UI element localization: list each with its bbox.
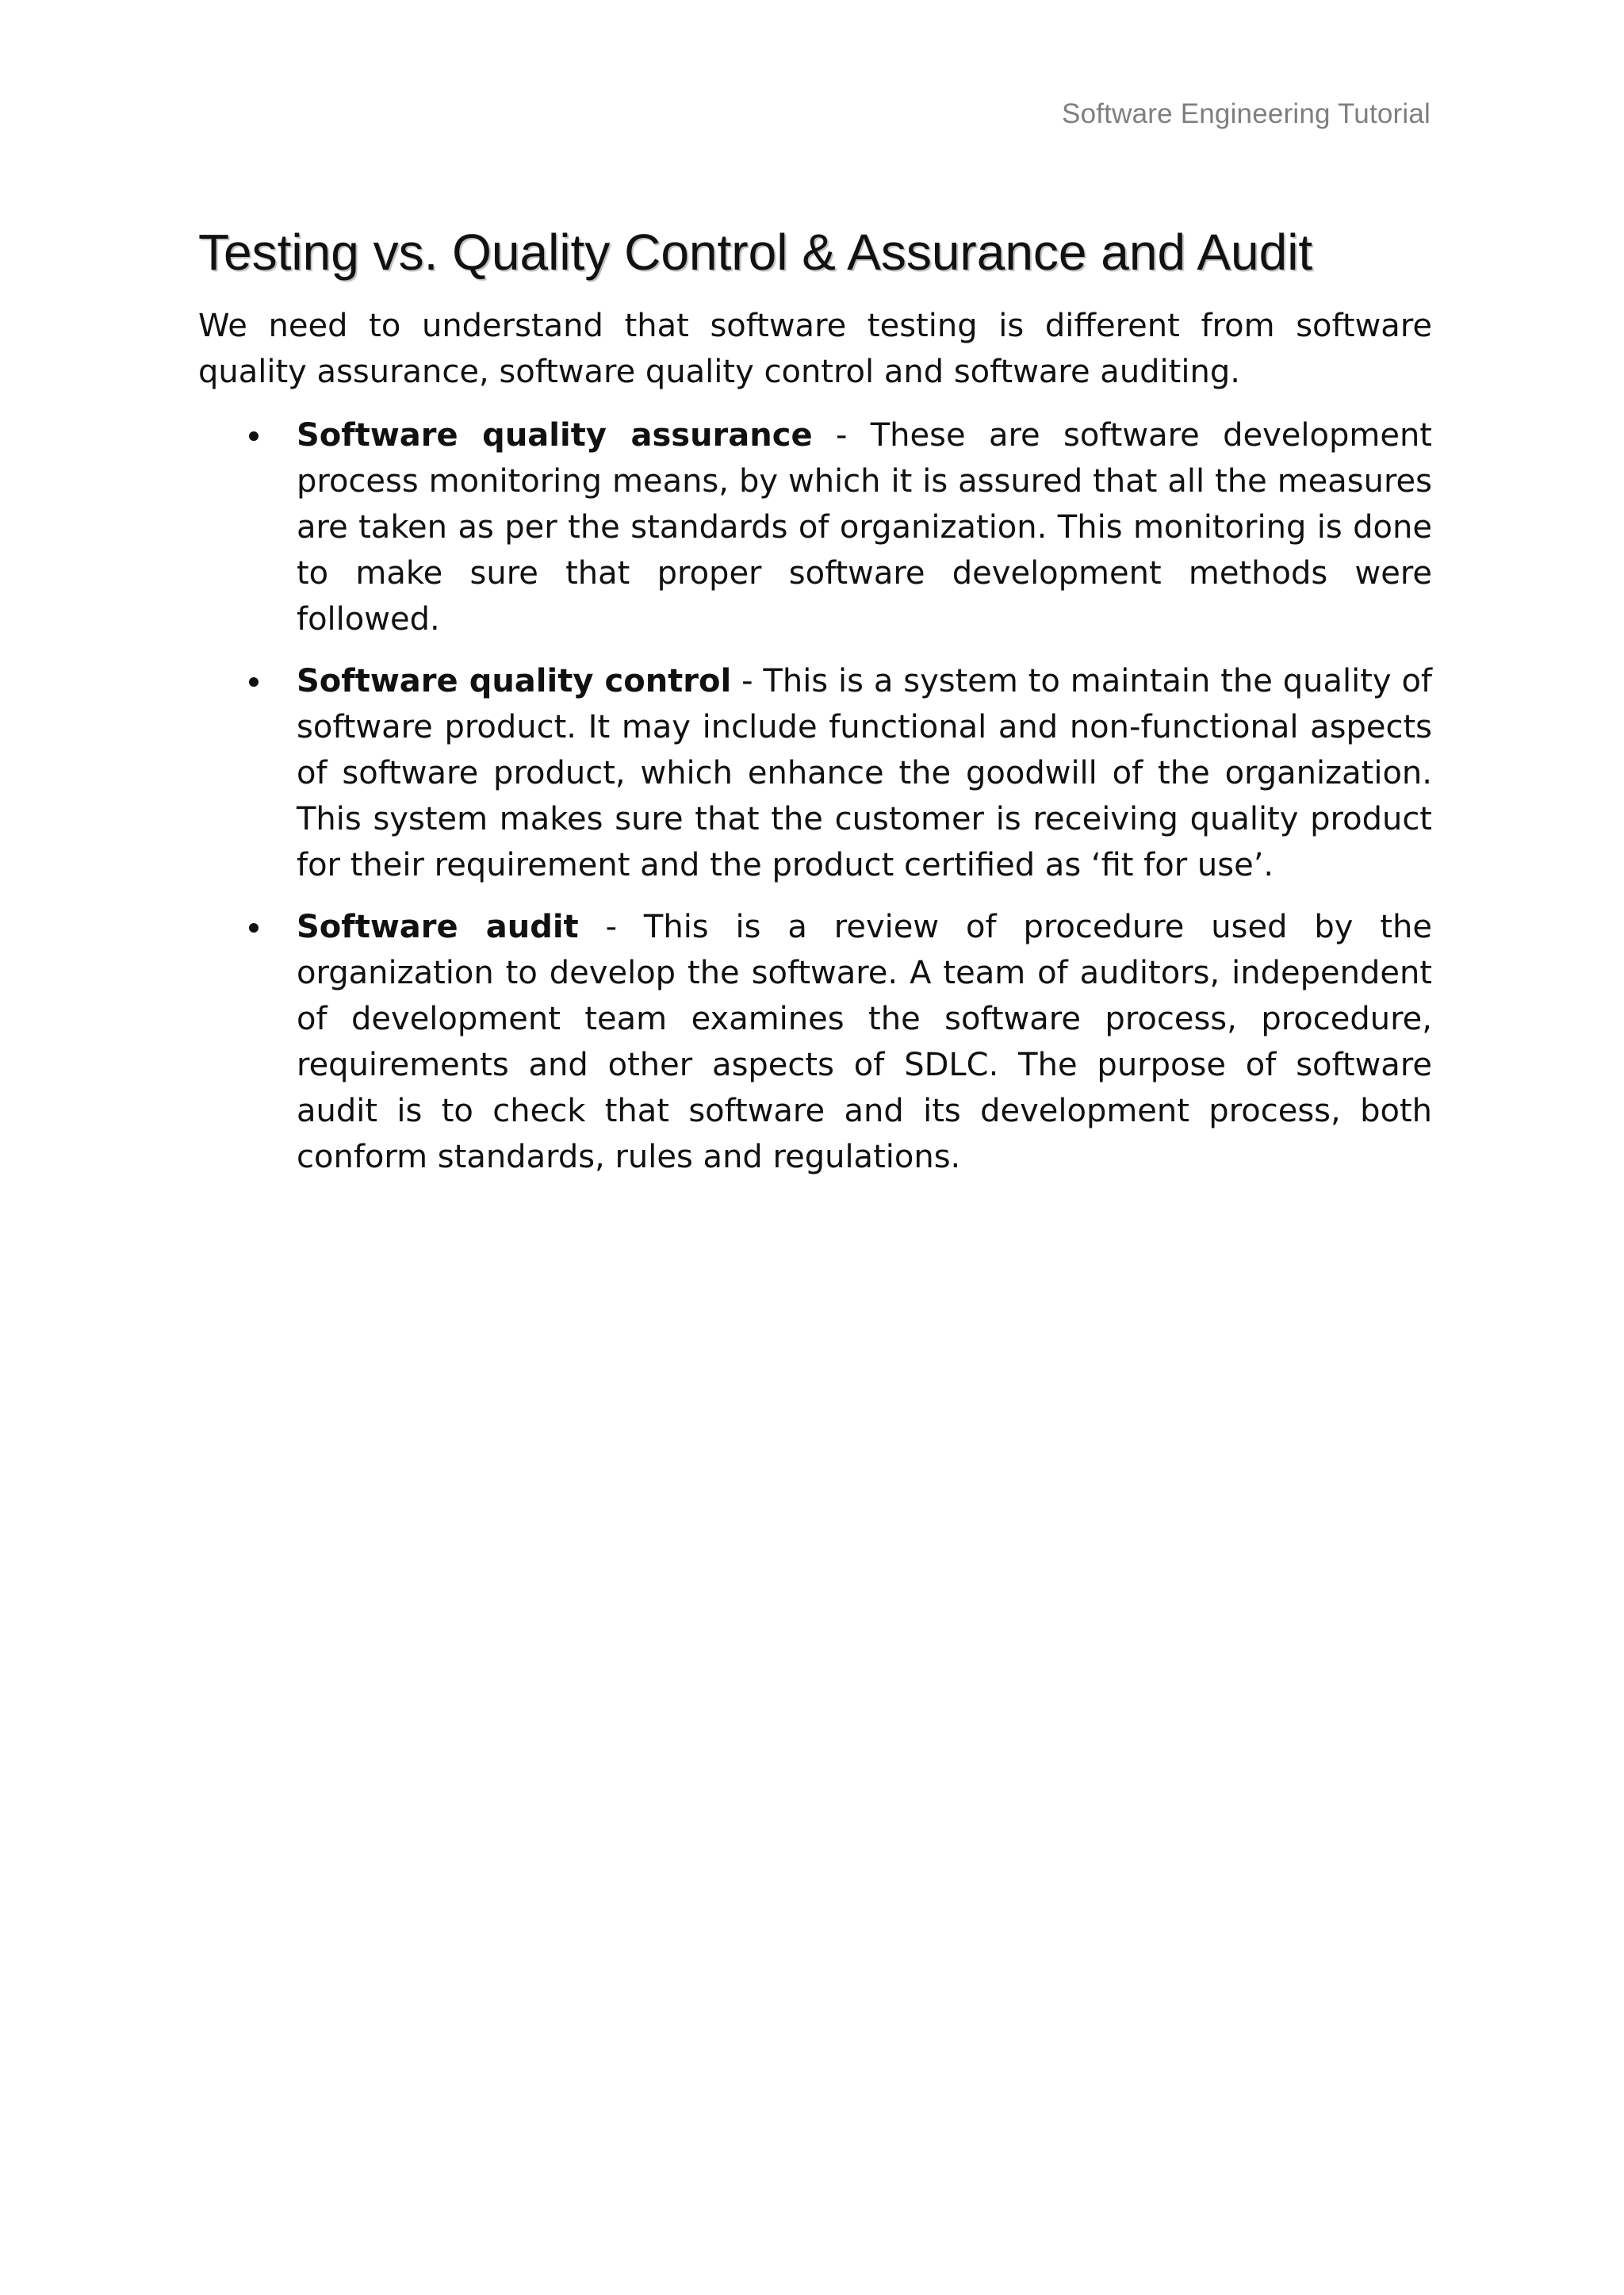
term-label: Software audit — [297, 908, 579, 945]
list-item-quality-assurance — [198, 412, 1432, 642]
bullet-icon — [249, 923, 259, 933]
bullet-icon — [249, 431, 259, 441]
running-header: Software Engineering Tutorial — [1062, 98, 1431, 129]
intro-paragraph: We need to understand that software testing is different from software quality assurance, software quality control and software auditing. — [198, 307, 1432, 390]
bullet-icon — [249, 677, 259, 687]
term-description: - These are software development process monitoring means, by which it is assured that all the measures are taken as per the standards of organization. This monitoring is done to make sure that proper software development methods were followed. — [297, 416, 1432, 638]
list-item-quality-control — [198, 658, 1432, 888]
term-label: Software quality control — [297, 662, 732, 699]
list-item-text — [297, 904, 1432, 1180]
definition-list — [198, 412, 1432, 1180]
term-description: - This is a review of procedure used by the organization to develop the software. A team of auditors, independent of development team examines the software process, procedure, requirements and other aspects of SDLC. The purpose of software audit is to check that software and its development process, both conform standards, rules and regulations. — [297, 908, 1432, 1175]
list-item-text — [297, 658, 1432, 888]
list-item-text — [297, 412, 1432, 642]
list-item-audit — [198, 904, 1432, 1180]
term-description: - This is a system to maintain the quality of software product. It may include functional and non-functional aspects of software product, which enhance the goodwill of the organization. This system makes sure that the customer is receiving quality product for their requirement and the product certified as ‘fit for use’. — [297, 662, 1433, 883]
section-heading: Testing vs. Quality Control & Assurance and Audit — [198, 224, 1313, 281]
term-label: Software quality assurance — [297, 416, 813, 454]
section-content — [198, 224, 1432, 1196]
